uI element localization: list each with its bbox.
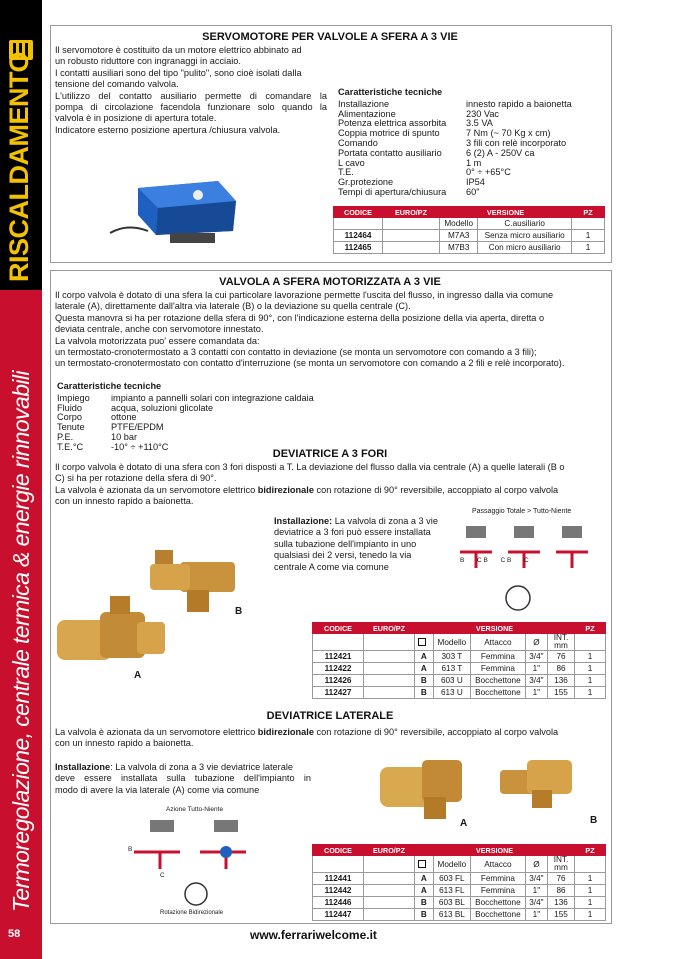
spec-value: 230 Vac (466, 108, 500, 119)
text-line: L'utilizzo del contatto ausiliario permette di comandare la (55, 90, 327, 101)
text-line: La valvola è azionata da un servomotore elettrico bidirezionale con rotazione di 90° reversibile, accoppiato al corpo valvola (55, 484, 559, 495)
subheader: Modello (433, 856, 470, 873)
text-line: Il corpo valvola è dotato di una sfera la cui particolare lavorazione permette l'uscita del flusso, in ingresso dalla via comune (55, 290, 554, 300)
subheader: Ø (525, 856, 547, 873)
valve-label-b: B (590, 815, 598, 826)
spec-value: -10° ÷ +110°C (111, 441, 169, 452)
text-line: deviata centrale, anche con servomotore innestato. (55, 324, 264, 335)
spec-value: innesto rapido a baionetta (466, 98, 572, 109)
valve-label-b: B (235, 606, 243, 617)
deviatriceL-title: DEVIATRICE LATERALE (266, 710, 394, 722)
spec-key: Potenza elettrica assorbita (338, 118, 447, 129)
subheader: Modello (433, 634, 470, 651)
table-row: 112421 A 303 T Femmina 3/4" 76 1 (313, 651, 606, 663)
diagram-caption: Passaggio Totale > Tutto-Niente (472, 508, 572, 515)
table-row: 112442 A 613 FL Femmina 1" 86 1 (313, 885, 606, 897)
diagram-label-c: C (160, 872, 165, 879)
servomotore-table (333, 206, 605, 254)
table-row (334, 242, 605, 254)
servomotore-title: SERVOMOTORE PER VALVOLE A SFERA A 3 VIE (202, 31, 458, 43)
subheader: Attacco (470, 634, 525, 651)
deviatrice3-table (312, 622, 606, 699)
text-line: valvola è in posizione di apertura totale. (55, 113, 217, 124)
subheader: Attacco (470, 856, 525, 873)
spec-value: 1 m (466, 157, 482, 168)
deviatriceL-valve-images (372, 752, 602, 832)
col-header: EURO/PZ (364, 845, 415, 856)
deviatrice3-description (55, 462, 611, 508)
text-line: con un innesto rapido a baionetta. (55, 496, 194, 507)
specs-title: Caratteristiche tecniche (338, 87, 443, 97)
spec-value: 7 Nm (~ 70 Kg x cm) (466, 128, 551, 139)
col-header: PZ (575, 623, 606, 634)
spec-value: acqua, soluzioni glicolate (111, 402, 214, 413)
subheader: INT. mm (548, 634, 575, 651)
rotation-caption: Rotazione Bidirezionale (160, 910, 224, 916)
spec-value: 6 (2) A - 250V ca (466, 147, 535, 158)
subheader: C.ausiliario (478, 218, 572, 230)
table-row: 112441 A 603 FL Femmina 3/4" 76 1 (313, 873, 606, 885)
subheader: Ø (525, 634, 547, 651)
valvola-title: VALVOLA A SFERA MOTORIZZATA A 3 VIE (219, 276, 441, 288)
cell-model: M7B3 (440, 242, 478, 254)
spec-key: Fluido (57, 402, 83, 413)
valve-label-a: A (460, 818, 468, 829)
deviatrice3-install: Installazione: La valvola di zona a 3 vie deviatrice a 3 fori può essere installata sulla tubazione dell'impianto in uno qualsiasi dei 2 versi, tenedo la via centrale A come via comune (274, 516, 438, 572)
table-row: 112426 B 603 U Bocchettone 3/4" 136 1 (313, 675, 606, 687)
text-line: laterale (A), direttamente dall'altra via laterale (B) o la deviazione su quella centrale (C). (55, 301, 411, 312)
col-header: PZ (572, 207, 605, 218)
diagram-label-b: B (128, 846, 133, 853)
text-line: C) si ha per rotazione della sfera di 90°. (55, 473, 217, 484)
servomotor-image (108, 153, 258, 248)
col-header: CODICE (313, 845, 364, 856)
spec-key: T.E. (338, 167, 354, 178)
cell-pz: 1 (572, 230, 605, 242)
table-row: 112427 B 613 U Bocchettone 1" 155 1 (313, 687, 606, 699)
spec-key: Comando (338, 137, 378, 148)
spec-key: Tempi di apertura/chiusura (338, 186, 447, 197)
col-header: EURO/PZ (383, 207, 440, 218)
spec-key: L cavo (338, 157, 365, 168)
text-line: Questa manovra si ha per rotazione della sfera di 90°, con l'indicazione esterna della posizione della via aperta, diretta o (55, 312, 545, 323)
checkbox-icon (418, 860, 426, 868)
spec-key: Coppia motrice di spunto (338, 128, 440, 139)
cell-code: 112464 (334, 230, 383, 242)
col-header: VERSIONE (415, 845, 575, 856)
text-line: un robusto riduttore con ingranaggi in acciaio. (55, 56, 241, 67)
deviatrice3-flow-diagram (458, 518, 608, 613)
text-line: Indicatore esterno posizione apertura /chiusura valvola. (55, 124, 281, 135)
cell-code: 112465 (334, 242, 383, 254)
servomotore-specs (338, 88, 572, 198)
footer-url[interactable]: www.ferrariwelcome.it (250, 928, 377, 942)
spec-value: 10 bar (111, 431, 138, 442)
col-header: VERSIONE (415, 623, 575, 634)
col-header: CODICE (334, 207, 383, 218)
spec-value: 3 fili con relè incorporato (466, 137, 567, 148)
servomotore-description (55, 45, 327, 136)
spec-key: Impiego (57, 392, 90, 403)
spec-key: Tenute (57, 422, 85, 433)
deviatriceL-description: La valvola è azionata da un servomotore elettrico bidirezionale con rotazione di 90° reversibile, accoppiato al corpo valvola con un innesto rapido a baionetta. (55, 727, 559, 749)
text-line: I contatti ausiliari sono del tipo "pulito", sono cioè isolati dalla (55, 67, 302, 78)
spec-key: Alimentazione (338, 108, 396, 119)
spec-key: Corpo (57, 412, 83, 423)
col-header: PZ (575, 845, 606, 856)
col-header: VERSIONE (440, 207, 572, 218)
spec-key: Installazione (338, 98, 390, 109)
spec-value: 3.5 VA (466, 118, 493, 129)
valvola-specs (57, 382, 314, 453)
cell-model: M7A3 (440, 230, 478, 242)
spec-value: 60" (466, 186, 480, 197)
diagram-label-bca: B C B C B C (460, 557, 529, 564)
text-line: La valvola motorizzata puo' essere comandata da: (55, 335, 260, 346)
diagram-caption: Azione Tutto-Niente (166, 806, 224, 813)
spec-key: P.E. (57, 431, 74, 442)
subheader: INT. mm (548, 856, 575, 873)
text-line: un termostato-cronotermostato con contatto d'interruzione (se monta un servomotore con comando a 2 fili e relè incorporato). (55, 358, 565, 369)
category-subtitle: Termoregolazione, centrale termica & energie rinnovabili (8, 371, 34, 912)
valve-label-a: A (134, 670, 142, 681)
spec-key: T.E.°C (57, 441, 84, 452)
text-line: tensione del comando valvola. (55, 79, 179, 90)
category-label: RISCALDAMENTO (4, 51, 34, 282)
table-row: 112447 B 613 BL Bocchettone 1" 155 1 (313, 909, 606, 921)
table-row (334, 230, 605, 242)
deviatrice3-valve-images (55, 540, 265, 675)
checkbox-icon (418, 638, 426, 646)
spec-value: IP54 (466, 177, 485, 188)
text-line: Il servomotore è costituito da un motore elettrico abbinato ad (55, 45, 302, 55)
page-number: 58 (8, 928, 21, 940)
col-header: EURO/PZ (364, 623, 415, 634)
cell-aux: Senza micro ausiliario (478, 230, 572, 242)
deviatrice3-title: DEVIATRICE A 3 FORI (272, 448, 388, 460)
spec-key: Gr.protezione (338, 177, 394, 188)
text-line: pompa di circolazione facendola funzionare solo quando la (55, 102, 327, 113)
specs-title: Caratteristiche tecniche (57, 381, 162, 391)
spec-key: Portata contatto ausiliario (338, 147, 442, 158)
spec-value: PTFE/EPDM (111, 422, 164, 433)
table-row: 112446 B 603 BL Bocchettone 3/4" 136 1 (313, 897, 606, 909)
text-line: Il corpo valvola è dotato di una sfera con 3 fori disposti a T. La deviazione del flusso dalla via centrale (A) a quelle laterali (B o (55, 462, 565, 472)
deviatriceL-table (312, 844, 606, 921)
text-line: un termostato-cronotermostato a 3 contatti con contatto in deviazione (se monta un servomotore con comando a 3 fili); (55, 347, 537, 358)
table-row: 112422 A 613 T Femmina 1" 86 1 (313, 663, 606, 675)
spec-value: ottone (111, 412, 137, 423)
deviatriceL-install: Installazione: La valvola di zona a 3 vie deviatrice laterale deve essere installata sulla tubazione dell'impianto in modo di avere la via laterale (A) come via comune (55, 762, 311, 795)
spec-value: impianto a pannelli solari con integrazione caldaia (111, 392, 314, 403)
valvola-description (55, 290, 607, 370)
deviatriceL-flow-diagram (130, 814, 270, 914)
col-header: CODICE (313, 623, 364, 634)
spec-value: 0° ÷ +65°C (466, 167, 511, 178)
subheader: Modello (440, 218, 478, 230)
cell-pz: 1 (572, 242, 605, 254)
cell-aux: Con micro ausiliario (478, 242, 572, 254)
